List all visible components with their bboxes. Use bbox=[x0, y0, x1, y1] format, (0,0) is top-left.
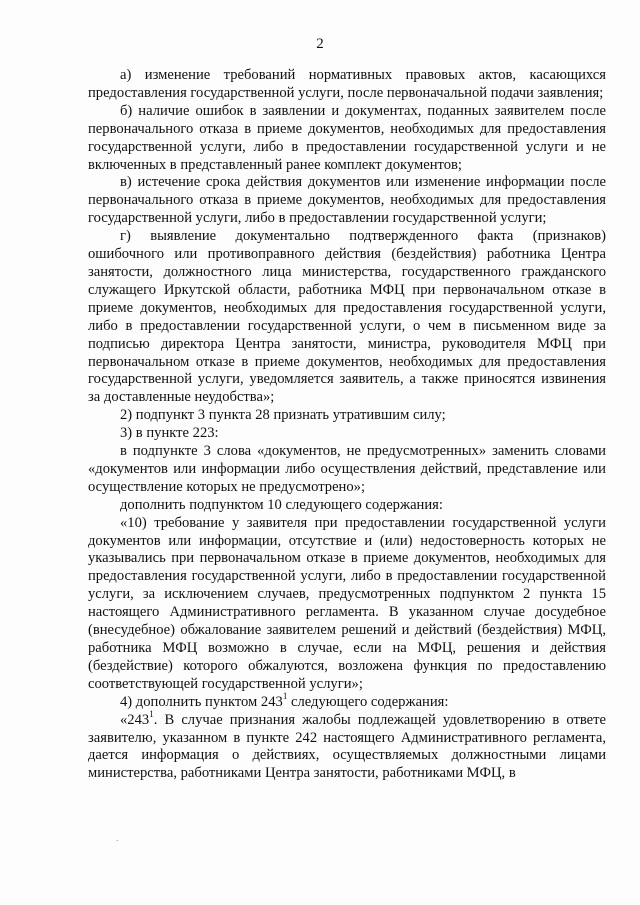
paragraph-item-4-text: 4) дополнить пунктом 243 bbox=[120, 693, 283, 710]
paragraph-243-1-start: «243 bbox=[120, 711, 150, 728]
paragraph-subitem-10-text: «10) требование у заявителя при предоставлении государственной услуги документов или информации, отсутствие и (или) недостоверность которых не указывались при первоначальном отказе в приеме документов, необходимых для предоставления государственной услуги, либо в предоставлении государственной услуги, за исключением случаев, предусмотренных подпунктом 2 пункта 15 настоящего Административного регламента. В указанном случае досудебное (внесудебное) обжалование заявителем решений и действий (бездействия) МФЦ, работника МФЦ возможно в случае, если на МФЦ, решения и действия (бездействие) которого обжалуются, возложена функция по предоставлению соответствующей государственной услуги»; bbox=[88, 514, 606, 692]
paragraph-add-subitem-10: дополнить подпунктом 10 следующего содержания: bbox=[120, 496, 443, 513]
paragraph-a: а) изменение требований нормативных правовых актов, касающихся предоставления государственной услуги, после первоначальной подачи заявления; bbox=[88, 67, 606, 101]
document-body bbox=[88, 67, 606, 783]
paragraph-243-1-text: . В случае признания жалобы подлежащей удовлетворению в ответе заявителю, указанном в пункте 242 настоящего Административного регламента, дается информация о действиях, осуществляемых должностными лицами министерства, работниками Центра занятости, работниками МФЦ, в bbox=[88, 711, 606, 782]
paragraph-item-4-tail: следующего содержания: bbox=[287, 693, 449, 710]
paragraph-v: в) истечение срока действия документов или изменение информации после первоначального отказа в приеме документов, необходимых для предоставления государственной услуги, либо в предоставлении государственной услуги; bbox=[88, 174, 606, 227]
paragraph-243-1 bbox=[88, 708, 606, 784]
margin-mark: . bbox=[116, 833, 119, 844]
paragraph-subitem-3: в подпункте 3 слова «документов, не предусмотренных» заменить словами «документов или информации либо осуществления действий, представление или осуществление которых не предусмотрено»; bbox=[88, 443, 606, 495]
paragraph-item-2: 2) подпункт 3 пункта 28 признать утратившим силу; bbox=[120, 407, 446, 424]
paragraph-item-3: 3) в пункте 223: bbox=[120, 425, 219, 442]
paragraph-item-4 bbox=[88, 690, 606, 712]
superscript: 1 bbox=[282, 690, 288, 701]
paragraph-g: г) выявление документально подтвержденного факта (признаков) ошибочного или противоправного действия (бездействия) работника Центра занятости, должностного лица министерства, государственного гражданского служащего Иркутской области, работника МФЦ при первоначальном отказе в приеме документов, необходимых для предоставления государственной услуги, либо в предоставлении государственной услуги, о чем в письменном виде за подписью директора Центра занятости, министра, руководителя МФЦ при первоначальном отказе в приеме документов, необходимых для предоставления государственной услуги, уведомляется заявитель, а также приносятся извинения за доставленные неудобства»; bbox=[88, 228, 606, 406]
paragraph-b: б) наличие ошибок в заявлении и документах, поданных заявителем после первоначального отказа в приеме документов, необходимых для предоставления государственной услуги, либо в предоставлении государственной услуги и не включенных в представленный ранее комплект документов; bbox=[88, 102, 606, 173]
page-number: 2 bbox=[316, 36, 324, 52]
superscript: 1 bbox=[149, 708, 154, 719]
